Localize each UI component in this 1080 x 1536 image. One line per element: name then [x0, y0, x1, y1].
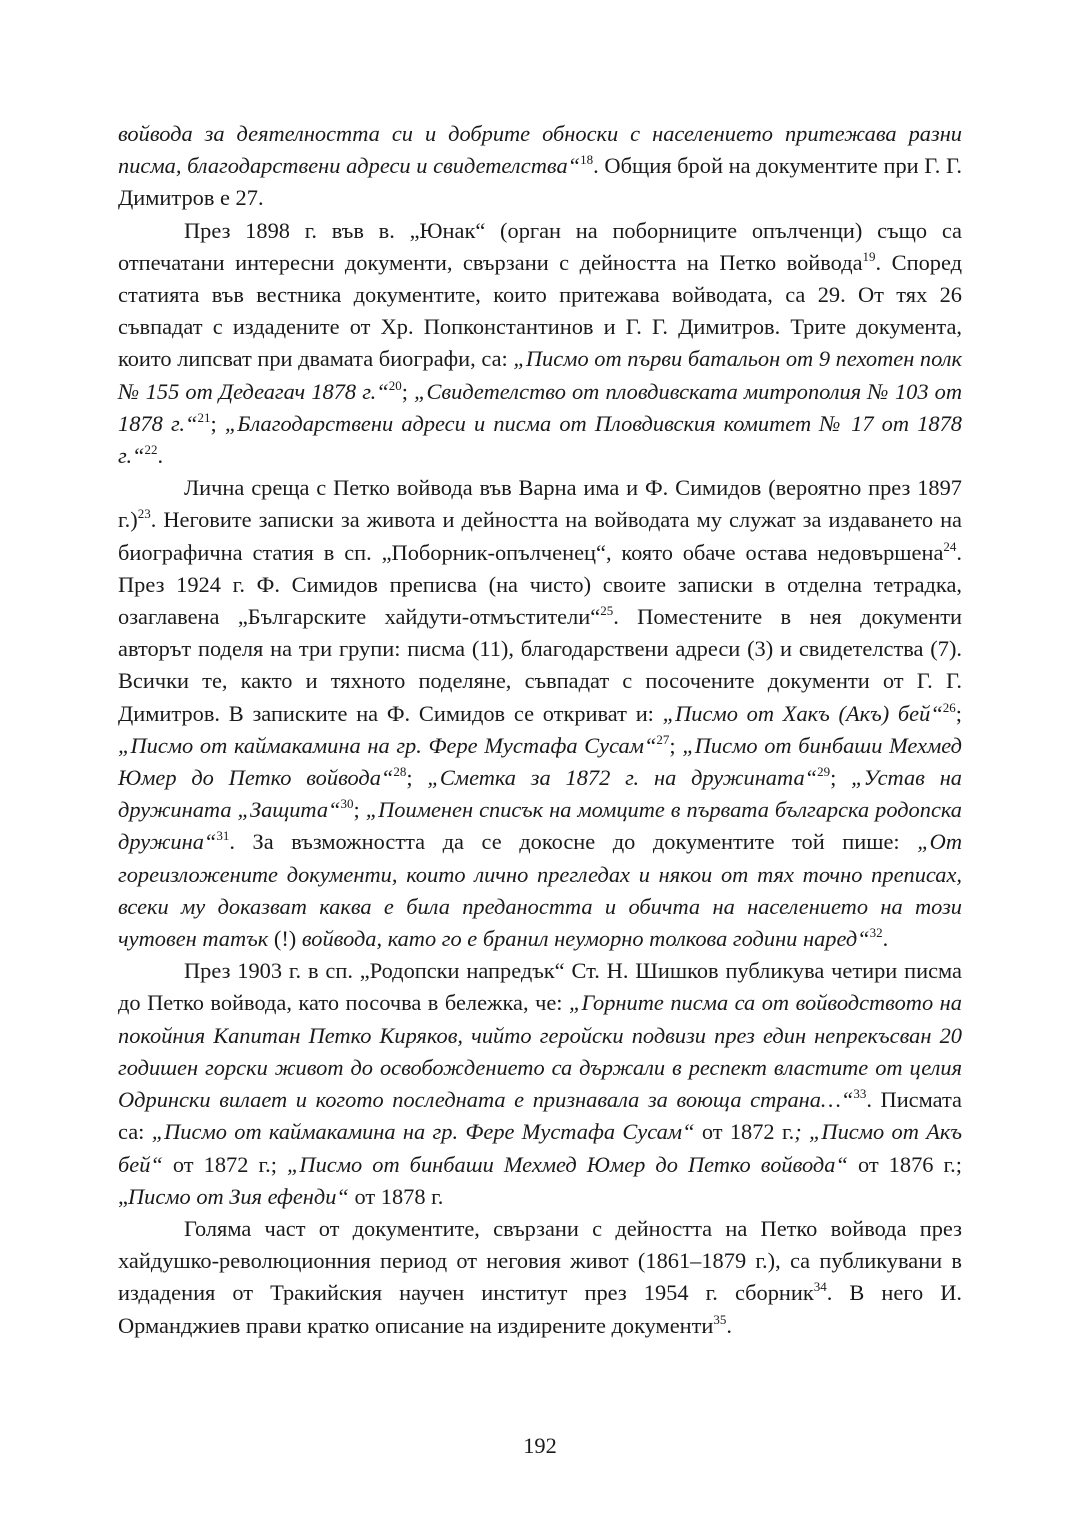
footnote-ref: 32 [869, 925, 883, 941]
footnote-ref: 34 [813, 1279, 827, 1295]
footnote-ref: 28 [393, 764, 407, 780]
footnote-ref: 25 [600, 603, 614, 619]
italic-quote: „Писмо от каймакамина на гр. Фере Мустафа Сусам“ [151, 1119, 695, 1145]
italic-quote: войвода за деятелността си и добрите обноски с населението притежава разни писма, благодарствени адреси и свидетелства“ [118, 121, 962, 179]
italic-quote: „Сметка за 1872 г. на дружината“ [427, 765, 818, 791]
footnote-ref: 24 [943, 538, 957, 554]
italic-quote: ; „Писмо от Акъ бей“ [118, 1119, 962, 1177]
footnote-ref: 21 [197, 409, 211, 425]
footnote-ref: 29 [817, 764, 831, 780]
text-run: ; [955, 700, 963, 726]
paragraph-4 [118, 955, 962, 1213]
italic-quote: „Устав на дружината „Защита“ [118, 765, 962, 823]
text-run: от 1872 г. [694, 1119, 795, 1145]
text-run: Голяма част от документите, свързани с дейността на Петко войвода през хайдушко-революционния период от неговия живот (1861–1879 г.), са публикувани в издадения от Тракийския научен институт през 1954 г. сборник [118, 1215, 962, 1306]
footnote-ref: 18 [580, 152, 594, 168]
text-run: от 1876 г.; „ [118, 1151, 962, 1209]
text-run: от 1872 г.; [162, 1151, 287, 1177]
paragraph-3 [118, 472, 962, 955]
text-run: . Неговите записки за живота и дейността на войводата му служат за издаването на биографична статия в сп. „Поборник-опълченец“, която обаче остава недовършена [118, 507, 962, 565]
footnote-ref: 27 [656, 731, 670, 747]
footnote-ref: 30 [340, 796, 354, 812]
text-run: През 1898 г. във в. „Юнак“ (орган на поборниците опълченци) също са отпечатани интересни документи, свързани с дейността на Петко войвода [118, 217, 962, 275]
page-number: 192 [523, 1433, 557, 1458]
text-run: . Поместените в нея документи авторът поделя на три групи: писма (11), благодарствени адреси (3) и свидетелства (7). Всички те, както и тяхното поделяне, съвпадат с посочените документи от Г. Г. Димитров. В записките на Ф. Симидов се откриват и: [118, 604, 962, 726]
text-run: . Общия брой на документите при Г. Г. Димитров е 27. [118, 153, 962, 211]
italic-quote: „Поименен списък на момците в първата българска родопска дружина“ [118, 797, 962, 855]
italic-quote: войвода, като го е бранил неуморно толкова години наред“ [301, 926, 870, 952]
text-run: През 1903 г. в сп. „Родопски напредък“ Ст. Н. Шишков публикува четири писма до Петко войвода, като посочва в бележка, че: [118, 958, 962, 1016]
text-run: ; [830, 765, 852, 791]
footnote-ref: 19 [862, 248, 876, 264]
footnote-ref: 31 [216, 828, 230, 844]
text-run: . [157, 443, 164, 469]
italic-quote: „Писмо от бинбаши Мехмед Юмер до Петко войвода“ [286, 1151, 848, 1177]
text-run: . Писмата са: [118, 1087, 962, 1145]
text-run: . За възможността да се докосне до документите той пише: [229, 829, 918, 855]
italic-quote: „Писмо от Хакъ (Акъ) бей“ [662, 700, 943, 726]
text-run: ; [406, 765, 428, 791]
footnote-ref: 20 [388, 377, 402, 393]
document-page [118, 118, 962, 1342]
text-run: ; [353, 797, 366, 823]
text-run: . В него И. Орманджиев прави кратко описание на издирените документи [118, 1280, 962, 1338]
footnote-ref: 23 [137, 506, 151, 522]
text-run: . [726, 1312, 732, 1338]
italic-quote: „От гореизложените документи, които лично прегледах и някои от тях точно преписах, всеки му доказват каква е била предаността и обичта на населението на този чутовен татък [118, 829, 962, 952]
text-run: ; [210, 410, 225, 436]
text-run: от 1878 г. [348, 1183, 444, 1209]
italic-quote: „Писмо от бинбаши Мехмед Юмер до Петко войвода“ [118, 732, 962, 791]
italic-quote: „Горните писма са от войводството на покойния Капитан Петко Киряков, чийто геройски подвизи през един непрекъсван 20 годишен горски живот до освобождението са държали в респект властите от целия Одрински вилает и когото последната е признавала за воюща страна…“ [118, 990, 962, 1113]
paragraph-5 [118, 1213, 962, 1342]
paragraph-1 [118, 118, 962, 215]
footnote-ref: 33 [853, 1086, 867, 1102]
footnote-ref: 22 [144, 442, 158, 458]
italic-quote: „Писмо от първи батальон от 9 пехотен полк № 155 от Дедеагач 1878 г.“ [118, 346, 963, 404]
italic-quote: „Благодарствени адреси и писма от Пловдивския комитет № 17 от 1878 г.“ [118, 410, 963, 469]
footnote-ref: 26 [942, 699, 956, 715]
text-run: . [882, 926, 889, 952]
italic-quote: „Свидетелство от пловдивската митрополия № 103 от 1878 г.“ [118, 378, 962, 436]
italic-quote: Писмо от Зия ефенди“ [127, 1183, 349, 1209]
text-run: . Според статията във вестника документите, които притежава войводата, са 29. От тях 26 съвпадат с издадените от Хр. Попконстантинов и Г. Г. Димитров. Трите документа, които липсват при двамата биографи, са: [118, 249, 962, 372]
paragraph-2 [118, 215, 962, 473]
italic-quote: „Писмо от каймакамина на гр. Фере Мустафа Сусам“ [118, 732, 657, 758]
footnote-ref: 35 [713, 1311, 727, 1327]
text-run: ; [401, 378, 415, 404]
text-run: ; [669, 732, 683, 758]
text-run: Лична среща с Петко войвода във Варна има и Ф. Симидов (вероятно през 1897 г.) [118, 475, 962, 533]
text-run: . През 1924 г. Ф. Симидов преписва (на чисто) своите записки в отделна тетрадка, озаглавена „Българските хайдути-отмъстители“ [118, 539, 962, 630]
text-run: (!) [268, 926, 302, 952]
